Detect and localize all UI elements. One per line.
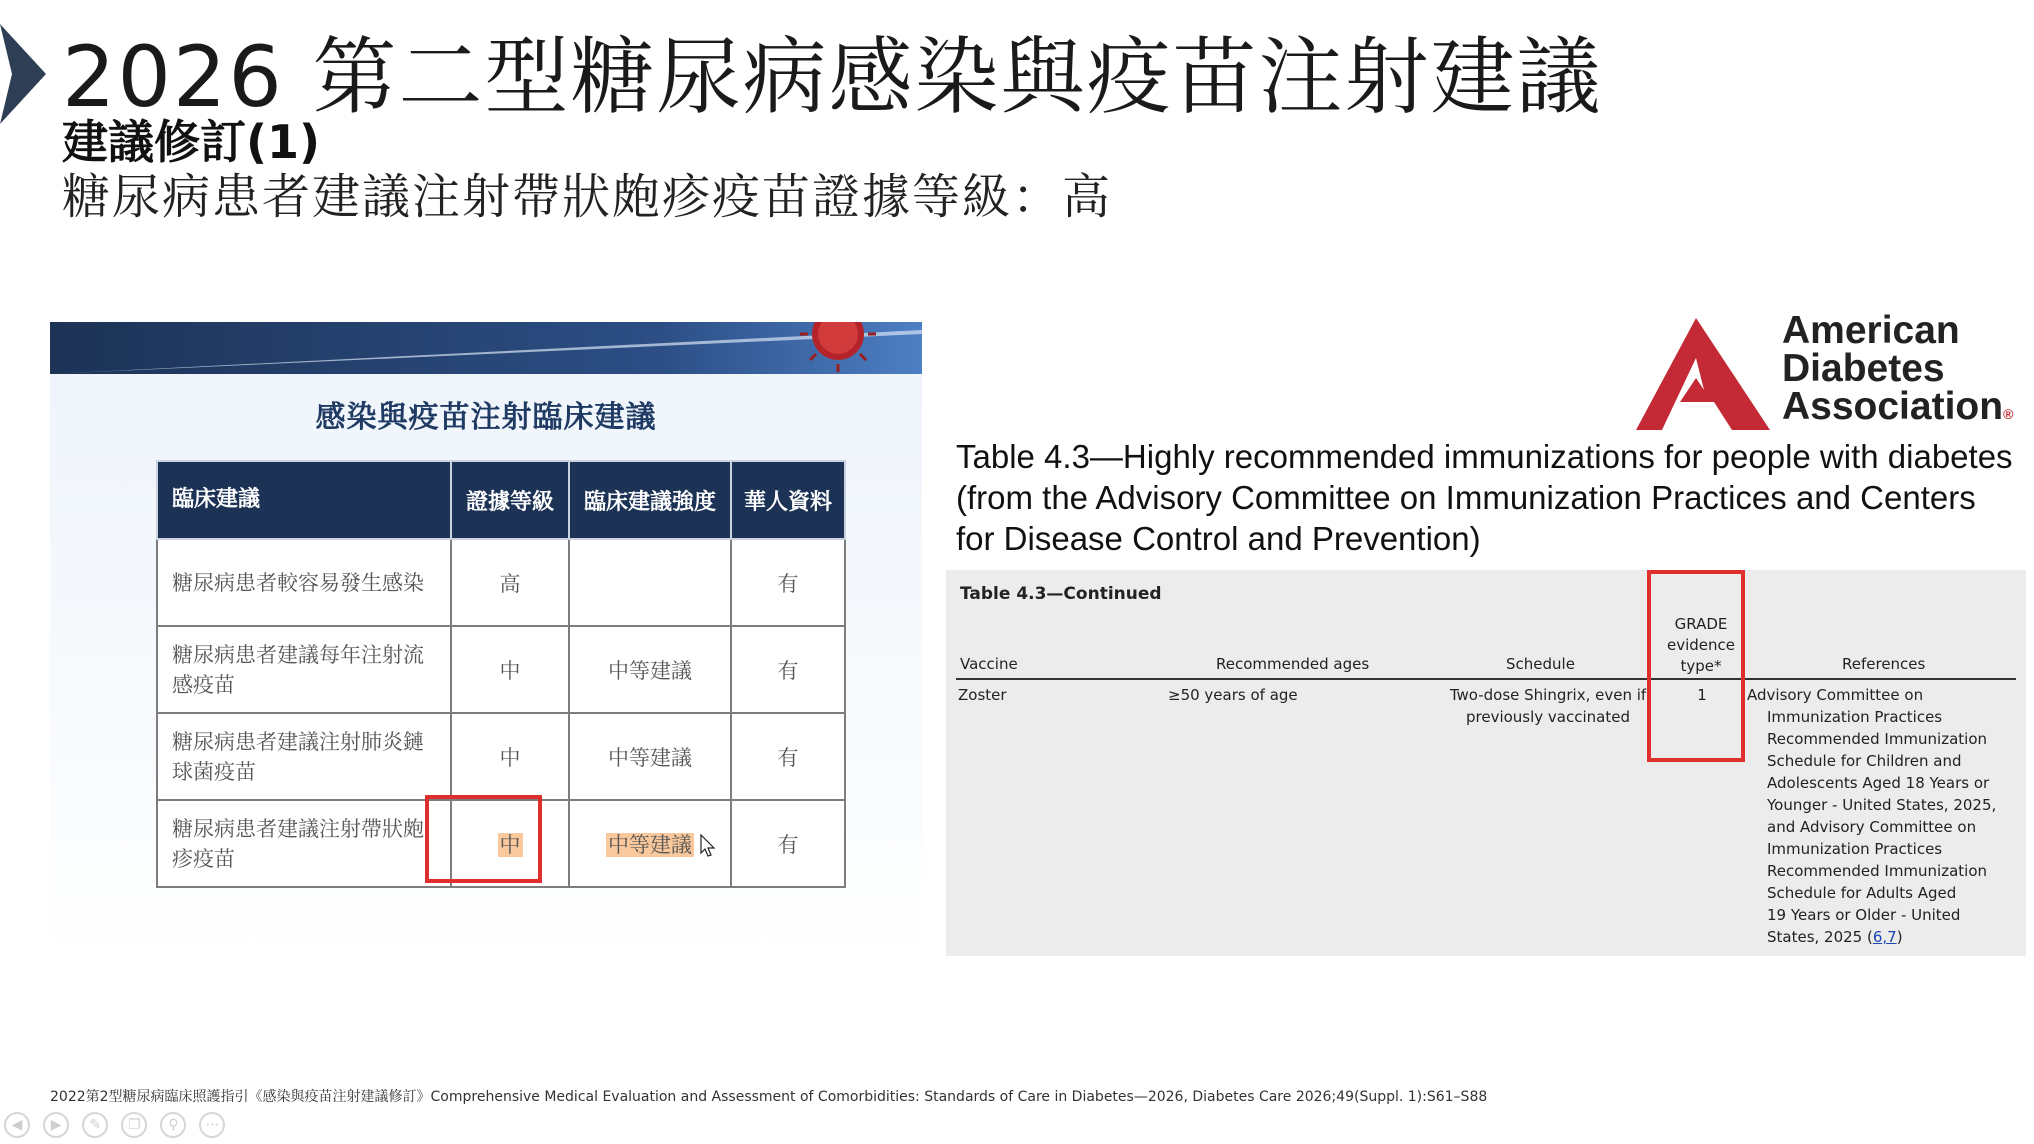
- ages-cell: ≥50 years of age: [1168, 686, 1298, 704]
- grade-cell: 1: [1697, 686, 1707, 704]
- reference-link[interactable]: 6,7: [1872, 928, 1897, 946]
- table-cell: 中: [451, 626, 569, 713]
- mouse-cursor-icon: [700, 834, 716, 858]
- slide-navigation: [4, 1112, 233, 1142]
- ada-line: Diabetes: [1782, 347, 1945, 390]
- table-cell: 高: [451, 539, 569, 626]
- corner-arrow-decoration: [0, 24, 46, 124]
- copy-icon[interactable]: ❐: [121, 1112, 147, 1138]
- column-header: 臨床建議: [157, 461, 451, 539]
- next-icon[interactable]: ▶: [43, 1112, 69, 1138]
- table-cell: 有: [731, 626, 845, 713]
- ada-logo-icon: [1636, 318, 1770, 430]
- table-cell: 糖尿病患者建議注射肺炎鏈球菌疫苗: [157, 713, 451, 800]
- immunization-table-image: [946, 570, 2026, 956]
- table-cell: 有: [731, 539, 845, 626]
- grade-highlight-box: [1647, 570, 1745, 762]
- more-icon[interactable]: ⋯: [199, 1112, 225, 1138]
- table-cell: 有: [731, 713, 845, 800]
- column-header: Schedule: [1506, 655, 1575, 673]
- vaccine-cell: Zoster: [958, 686, 1007, 704]
- table-row: [157, 626, 845, 713]
- table-cell: 中等建議: [569, 626, 731, 713]
- table-row: [157, 713, 845, 800]
- slide-subtitle: 建議修訂(1): [62, 115, 321, 169]
- column-header: Vaccine: [960, 655, 1018, 673]
- table-cell: 中: [451, 713, 569, 800]
- column-header: References: [1842, 655, 1926, 673]
- virus-icon: [788, 322, 888, 374]
- table-caption: Table 4.3—Highly recommended immunizations for people with diabetes (from the Advisory Committee on Immunization Practices and Centers for Disease Control and Prevention): [956, 438, 2013, 557]
- prev-icon[interactable]: ◀: [4, 1112, 30, 1138]
- schedule-cell: Two-dose Shingrix, even if previously vaccinated: [1449, 686, 1647, 726]
- highlighted-strength: 中等建議: [608, 832, 692, 857]
- page-title: 2026 第二型糖尿病感染與疫苗注射建議: [62, 28, 1603, 126]
- ada-logo-text: [1782, 309, 2014, 433]
- column-header: Recommended ages: [1216, 655, 1370, 673]
- highlight-box: [425, 795, 542, 883]
- zoom-icon[interactable]: ⚲: [160, 1112, 186, 1138]
- grade-header: GRADE evidence type*: [1666, 615, 1735, 675]
- pen-icon[interactable]: ✎: [82, 1112, 108, 1138]
- footer-citation: 2022第2型糖尿病臨床照護指引《感染與疫苗注射建議修訂》Comprehensive Medical Evaluation and Assessment of Comorbidities: Standards of Care in Diabetes—2026, Diabetes Care 2026;49(Suppl. 1):S61–S88: [50, 1089, 1488, 1105]
- column-header: 臨床建議強度: [569, 461, 731, 539]
- ada-line: American: [1782, 309, 1960, 352]
- table-cell: 糖尿病患者建議每年注射流感疫苗: [157, 626, 451, 713]
- table-cell: 有: [731, 800, 845, 887]
- ada-line: Association®: [1782, 385, 2014, 428]
- column-header: 華人資料: [731, 461, 845, 539]
- table-cell: 糖尿病患者建議注射帶狀皰疹疫苗: [157, 800, 451, 887]
- column-header: 證據等級: [451, 461, 569, 539]
- table-cell: 中等建議: [569, 713, 731, 800]
- highlighted-evidence-level: 中: [499, 832, 521, 857]
- table-cell: 糖尿病患者較容易發生感染: [157, 539, 451, 626]
- header-divider: [956, 678, 2016, 680]
- recommendation-table-heading: 感染與疫苗注射臨床建議: [315, 400, 657, 435]
- table-row: [157, 539, 845, 626]
- evidence-statement: 糖尿病患者建議注射帶狀皰疹疫苗證據等級：高: [62, 169, 1113, 225]
- table-continued-title: Table 4.3—Continued: [960, 584, 1162, 604]
- references-cell: Advisory Committee on Immunization Practices Recommended Immunization Schedule for Children and Adolescents Aged 18 Years or Younger - United States, 2025, and Advisory Committee on Immunization Practices Recommended Immunization Schedule for Adults Aged 19 Years or Older - United States, 2025 (6,7): [1747, 686, 1997, 946]
- table-cell: [569, 539, 731, 626]
